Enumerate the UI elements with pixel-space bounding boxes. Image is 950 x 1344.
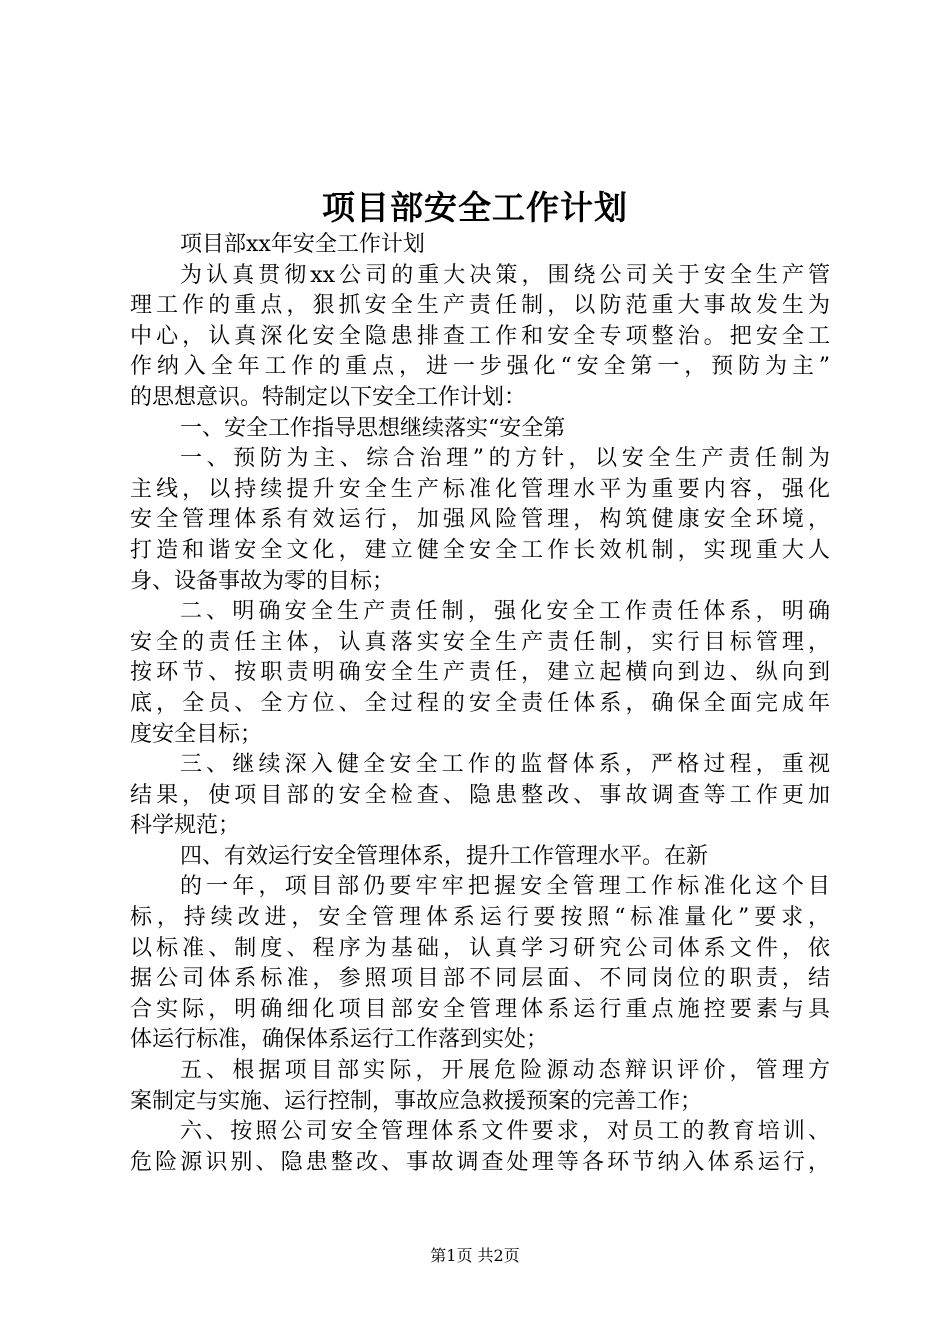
text-line: 中心，认真深化安全隐患排查工作和安全专项整治。把安全工 xyxy=(130,323,830,349)
text-line: 五、根据项目部实际，开展危险源动态辩识评价，管理方 xyxy=(180,1058,830,1084)
text-line: 打造和谐安全文化，建立健全安全工作长效机制，实现重大人 xyxy=(130,537,830,563)
text-line: 理工作的重点，狠抓安全生产责任制，以防范重大事故发生为 xyxy=(130,293,830,319)
page-footer: 第1页 共2页 xyxy=(430,1246,520,1265)
text-line: 底，全员、全方位、全过程的安全责任体系，确保全面完成年 xyxy=(130,690,830,716)
text-line: 一、安全工作指导思想继续落实“安全第 xyxy=(180,415,566,441)
text-line: 案制定与实施、运行控制，事故应急救援预案的完善工作； xyxy=(130,1088,703,1114)
text-line: 危险源识别、隐患整改、事故调查处理等各环节纳入体系运行， xyxy=(130,1149,830,1175)
text-line: 四、有效运行安全管理体系，提升工作管理水平。在新 xyxy=(180,843,709,869)
document-body xyxy=(130,230,830,1178)
text-line: 按环节、按职责明确安全生产责任，建立起横向到边、纵向到 xyxy=(130,660,830,686)
text-line: 以标准、制度、程序为基础，认真学习研究公司体系文件，依 xyxy=(130,935,830,961)
text-line: 安全的责任主体，认真落实安全生产责任制，实行目标管理， xyxy=(130,629,830,655)
text-line: 的一年，项目部仍要牢牢把握安全管理工作标准化这个目 xyxy=(180,874,830,900)
text-line: 度安全目标； xyxy=(130,721,263,747)
text-line: 身、设备事故为零的目标； xyxy=(130,568,395,594)
text-line: 体运行标准，确保体系运行工作落到实处； xyxy=(130,1027,549,1053)
text-line: 安全管理体系有效运行，加强风险管理，构筑健康安全环境， xyxy=(130,507,830,533)
text-line: 合实际，明确细化项目部安全管理体系运行重点施控要素与具 xyxy=(130,996,830,1022)
text-line: 项目部xx年安全工作计划 xyxy=(180,232,425,257)
text-line: 的思想意识。特制定以下安全工作计划： xyxy=(130,384,527,410)
text-line: 一、预防为主、综合治理”的方针，以安全生产责任制为 xyxy=(180,446,830,472)
text-line: 科学规范； xyxy=(130,813,241,839)
text-line: 作纳入全年工作的重点，进一步强化“安全第一，预防为主” xyxy=(130,354,830,380)
text-line: 据公司体系标准，参照项目部不同层面、不同岗位的职责，结 xyxy=(130,966,830,992)
text-line: 为认真贯彻xx公司的重大决策，围绕公司关于安全生产管 xyxy=(180,262,830,288)
text-line: 标，持续改进，安全管理体系运行要按照“标准量化”要求， xyxy=(130,905,830,931)
text-line: 二、明确安全生产责任制，强化安全工作责任体系，明确 xyxy=(180,599,830,625)
text-line: 主线，以持续提升安全生产标准化管理水平为重要内容，强化 xyxy=(130,476,830,502)
document-title: 项目部安全工作计划 xyxy=(322,188,628,227)
text-line: 结果，使项目部的安全检查、隐患整改、事故调查等工作更加 xyxy=(130,782,830,808)
text-line: 六、按照公司安全管理体系文件要求，对员工的教育培训、 xyxy=(180,1119,830,1145)
text-line: 三、继续深入健全安全工作的监督体系，严格过程，重视 xyxy=(180,752,830,778)
